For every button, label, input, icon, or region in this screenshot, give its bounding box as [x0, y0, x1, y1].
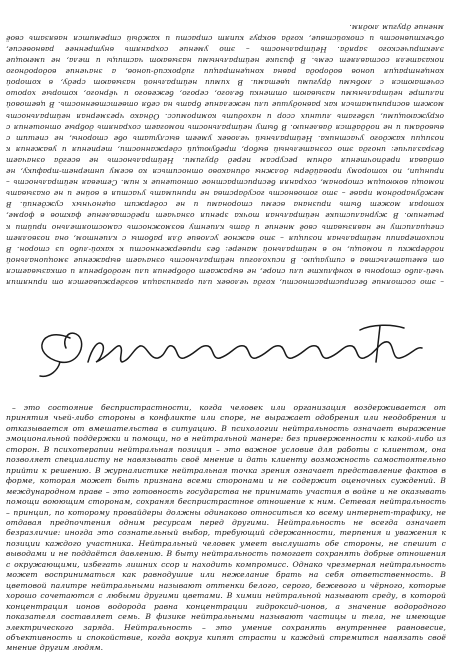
document-title — [28, 318, 438, 378]
body-paragraph: – это состояние беспристрастности, когда человек или организация воздерживается от принятия чьей-либо стороны в конфликте или споре, не выражает одобрения или неодобрения и отказывается от вмешательства в ситуацию. В психологии нейтральность означает выражение эмоциональной поддержки и помощи, но в нейтральной манере: без приверженности к какой-либо из сторон. В психотерапии нейтральная позиция – это важное условие для работы с клиентом, она позволяет специалисту не навязывать своё мнение и дать клиенту возможность самостоятельно прийти к решению. В журналистике нейтральная точка зрения означает представление фактов в форме, которая может быть признана всеми сторонами и не содержит оценочных суждений. В международном праве – это готовность государства не принимать участия в войне и не оказывать помощи воюющим сторонам, сохраняя беспристрастное отношение к ним. Сетевая нейтральность – принцип, по которому провайдеры должны одинаково относиться ко всему интернет-трафику, не отдавая предпочтения одним ресурсам перед другими. Нейтральность не всегда означает безразличие: иногда это сознательный выбор, требующий сдержанности, терпения и уважения к позиции каждого участника. Нейтральный человек умеет выслушать обе стороны, не спешит с выводами и не поддаётся давлению. В быту нейтральность помогает сохранять добрые отношения с окружающими, избегать лишних ссор и находить компромисс. Однако чрезмерная нейтральность может восприниматься как равнодушие или нежелание брать на себя ответственность. В цветовой палитре нейтральными называют оттенки белого, серого, бежевого и чёрного, которые хорошо сочетаются с любыми другими цветами. В химии нейтральной называют среду, в которой концентрация ионов водорода равна концентрации гидроксид-ионов, а значение водородного показателя составляет семь. В физике нейтральными называют частицы и тела, не имеющие электрического заряда. Нейтральность – это умение сохранять внутреннее равновесие, объективность и спокойствие, когда вокруг кипят страсти и каждый стремится навязать своё мнение другим людям. — [6, 403, 446, 653]
mirrored-text-block: – это состояние беспристрастности, когда человек или организация воздерживается от принятия чьей-либо стороны в конфликте или споре, не выражает одобрения или неодобрения и отказывается от вмешательства в ситуацию. В психологии нейтральность означает выражение эмоциональной поддержки и помощи, но в нейтральной манере: без приверженности к какой-либо из сторон. В психотерапии нейтральная позиция – это важное условие для работы с клиентом, она позволяет специалисту не навязывать своё мнение и дать клиенту возможность самостоятельно прийти к решению. В журналистике нейтральная точка зрения означает представление фактов в форме, которая может быть признана всеми сторонами и не содержит оценочных суждений. В международном праве – это готовность государства не принимать участия в войне и не оказывать помощи воюющим сторонам, сохраняя беспристрастное отношение к ним. Сетевая нейтральность – принцип, по которому провайдеры должны одинаково относиться ко всему интернет-трафику, не отдавая предпочтения одним ресурсам перед другими. Нейтральность не всегда означает безразличие: иногда это сознательный выбор, требующий сдержанности, терпения и уважения к позиции каждого участника. Нейтральный человек умеет выслушать обе стороны, не спешит с выводами и не поддаётся давлению. В быту нейтральность помогает сохранять добрые отношения с окружающими, избегать лишних ссор и находить компромисс. Однако чрезмерная нейтральность может восприниматься как равнодушие или нежелание брать на себя ответственность. В цветовой палитре нейтральными называют оттенки белого, серого, бежевого и чёрного, которые хорошо сочетаются с любыми другими цветами. В химии нейтральной называют среду, в которой концентрация ионов водорода равна концентрации гидроксид-ионов, а значение водородного показателя составляет семь. В физике нейтральными называют частицы и тела, не имеющие электрического заряда. Нейтральность – это умение сохранять внутреннее равновесие, объективность и спокойствие, когда вокруг кипят страсти и каждый стремится навязать своё мнение другим людям. — [6, 22, 444, 287]
document-body — [6, 403, 446, 653]
